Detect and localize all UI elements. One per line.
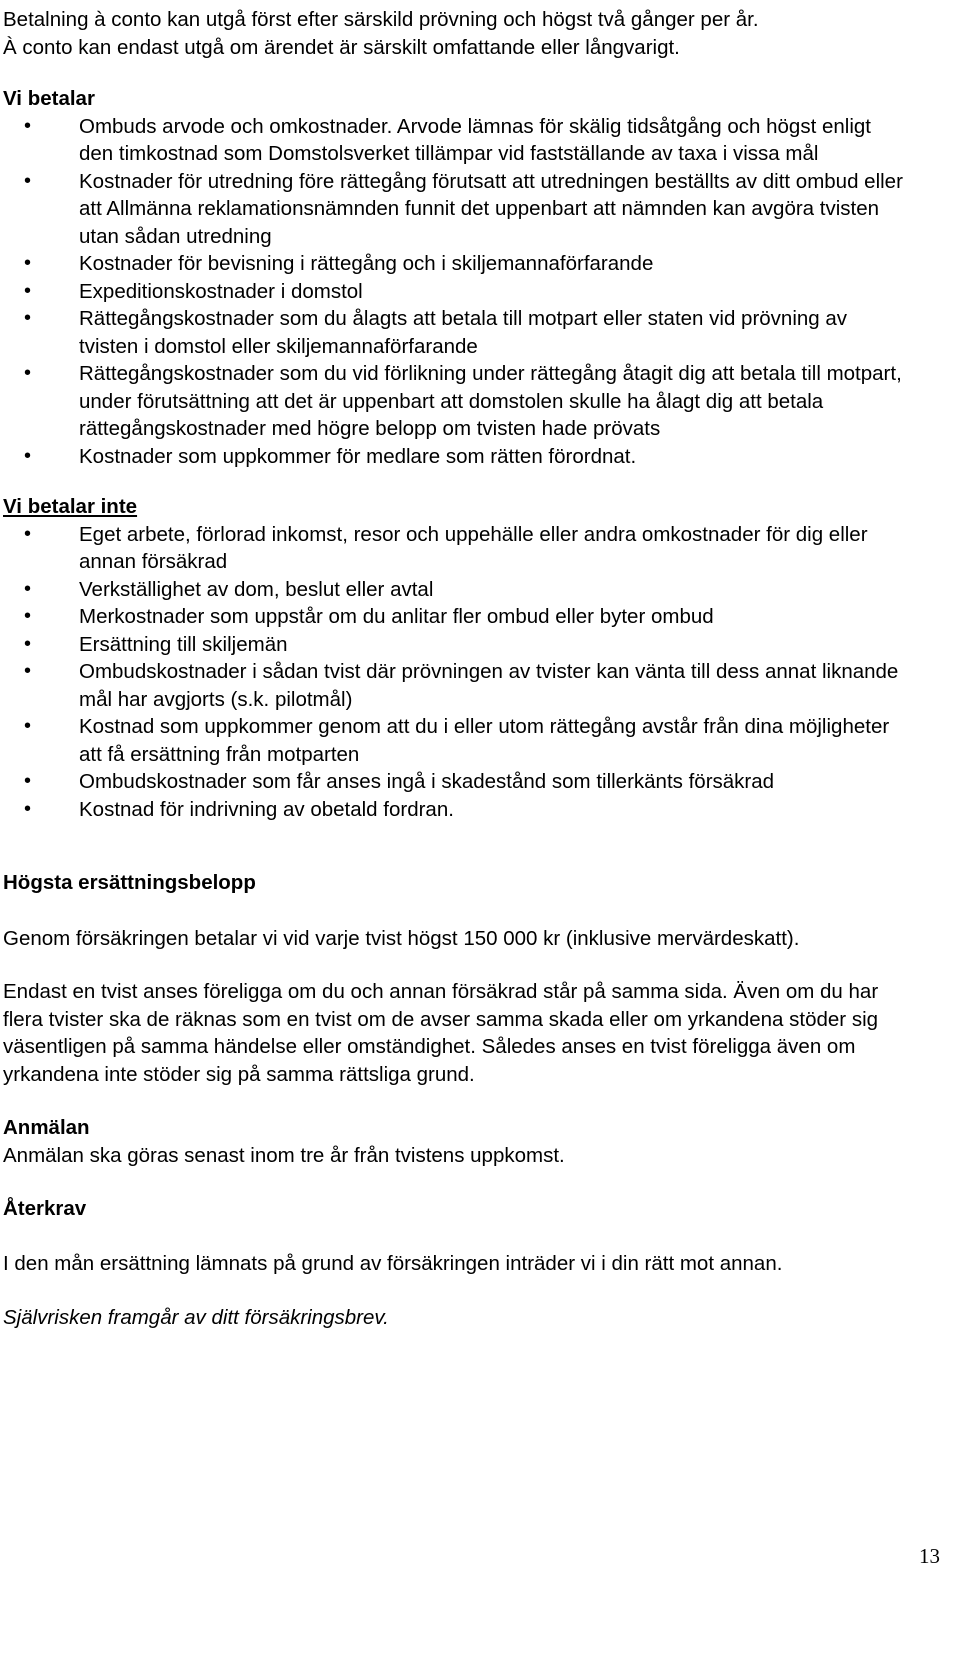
- section-report: [3, 1114, 903, 1169]
- list-item: • Kostnad för indrivning av obetald fordran.: [3, 796, 903, 824]
- list-item: • Ombudskostnader som får anses ingå i skadestånd som tillerkänts försäkrad: [3, 768, 903, 796]
- list-item: • Merkostnader som uppstår om du anlitar fler ombud eller byter ombud: [3, 603, 903, 631]
- list-item: • Ombudskostnader i sådan tvist där prövningen av tvister kan vänta till dess annat liknande mål har avgjorts (s.k. pilotmål): [3, 658, 903, 713]
- heading-max-amount: Högsta ersättningsbelopp: [3, 871, 256, 894]
- document-page: [3, 0, 903, 1332]
- section-max-amount: [3, 869, 903, 1088]
- section-we-dont-pay: [3, 493, 903, 823]
- list-item: • Expeditionskostnader i domstol: [3, 278, 903, 306]
- list-item: • Eget arbete, förlorad inkomst, resor och uppehälle eller andra omkostnader för dig eller annan försäkrad: [3, 521, 903, 576]
- list-we-pay: [3, 113, 903, 471]
- list-item: • Rättegångskostnader som du ålagts att betala till motpart eller staten vid prövning av tvisten i domstol eller skiljemannaförfarande: [3, 305, 903, 360]
- single-dispute-paragraph: Endast en tvist anses föreligga om du och annan försäkrad står på samma sida. Även om du har flera tvister ska de räknas som en tvist om de avser samma skada eller om yrkandena stöder sig väsentligen på samma händelse eller omständighet. Således anses en tvist föreligga även om yrkandena inte stöder sig på samma rättsliga grund.: [3, 980, 879, 1086]
- list-item: • Kostnader för bevisning i rättegång och i skiljemannaförfarande: [3, 250, 903, 278]
- heading-we-pay: Vi betalar: [3, 87, 95, 110]
- page-number: 13: [919, 1544, 940, 1568]
- list-item: • Kostnader för utredning före rättegång förutsatt att utredningen beställts av ditt ombud eller att Allmänna reklamationsnämnden funnit det uppenbart att nämnden kan avgöra tvisten utan sådan utredning: [3, 168, 903, 251]
- heading-recovery: Återkrav: [3, 1197, 87, 1220]
- intro-paragraph-1: Betalning à conto kan utgå först efter särskild prövning och högst två gånger per år.: [3, 8, 759, 31]
- heading-report: Anmälan: [3, 1116, 90, 1139]
- list-we-dont-pay: [3, 521, 903, 824]
- recovery-paragraph: I den mån ersättning lämnats på grund av försäkringen inträder vi i din rätt mot annan.: [3, 1251, 783, 1275]
- list-item: • Kostnader som uppkommer för medlare som rätten förordnat.: [3, 443, 903, 471]
- list-item: • Verkställighet av dom, beslut eller avtal: [3, 576, 903, 604]
- deductible-note: Självrisken framgår av ditt försäkringsbrev.: [3, 1306, 389, 1329]
- list-item: • Rättegångskostnader som du vid förlikning under rättegång åtagit dig att betala till motpart, under förutsättning att det är uppenbart att domstolen skulle ha ålagt dig att betala rättegångskostnader med högre belopp om tvisten hade prövats: [3, 360, 903, 443]
- intro-paragraph-2: À conto kan endast utgå om ärendet är särskilt omfattande eller långvarigt.: [3, 35, 680, 59]
- max-amount-paragraph: Genom försäkringen betalar vi vid varje tvist högst 150 000 kr (inklusive mervärdeskatt).: [3, 926, 800, 950]
- list-item: • Kostnad som uppkommer genom att du i eller utom rättegång avstår från dina möjligheter att få ersättning från motparten: [3, 713, 903, 768]
- section-recovery: [3, 1195, 903, 1277]
- heading-we-dont-pay: Vi betalar inte: [3, 495, 138, 518]
- report-paragraph: Anmälan ska göras senast inom tre år från tvistens uppkomst.: [3, 1143, 565, 1167]
- section-we-pay: [3, 85, 903, 470]
- list-item: • Ersättning till skiljemän: [3, 631, 903, 659]
- list-item: • Ombuds arvode och omkostnader. Arvode lämnas för skälig tidsåtgång och högst enligt den timkostnad som Domstolsverket tillämpar vid fastställande av taxa i vissa mål: [3, 113, 903, 168]
